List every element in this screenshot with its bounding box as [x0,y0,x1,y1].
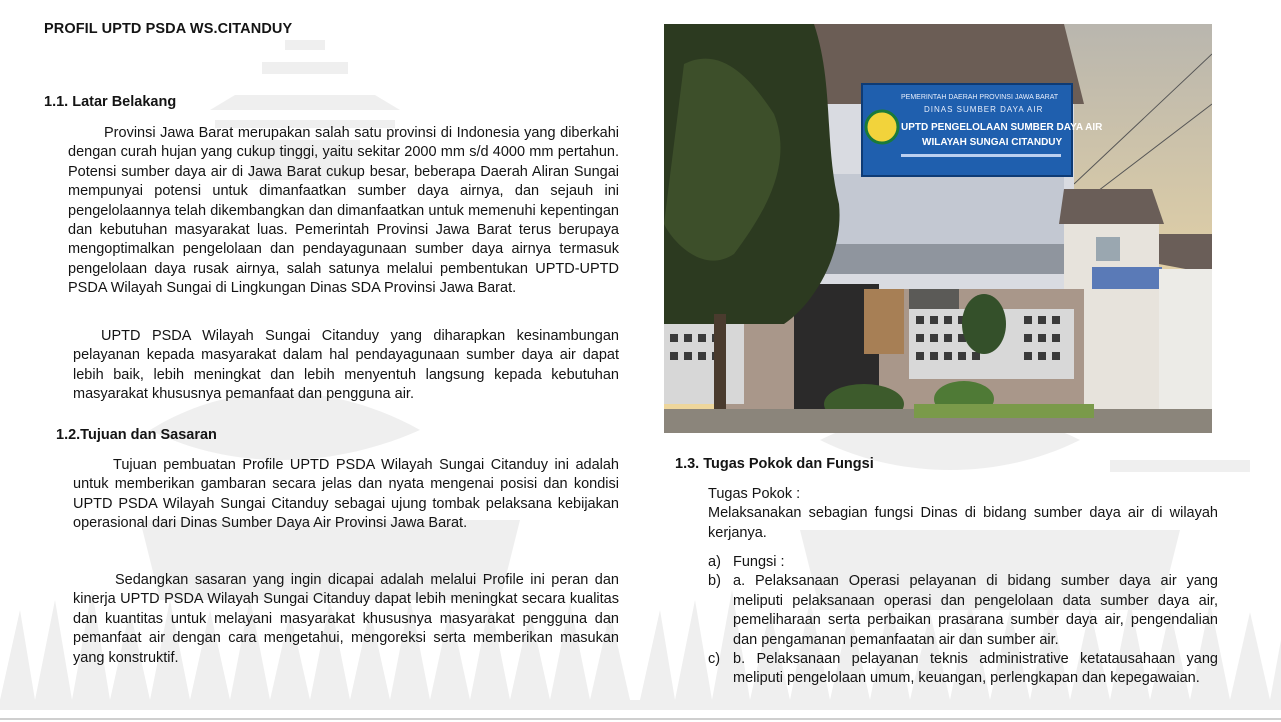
list-marker: b) [708,573,721,590]
sign-line-2: DINAS SUMBER DAYA AIR [924,105,1044,114]
tugas-pokok-label: Tugas Pokok : [708,486,801,502]
tugas-pokok-description: Melaksanakan sebagian fungsi Dinas di bidang sumber daya air di wilayah kerjanya. [708,505,1218,541]
list-item-text: b. Pelaksanaan pelayanan teknis administrative ketatausahaan yang meliputi pengelolaan umum, keuangan, perlengkapan dan kepegawaian. [733,651,1218,687]
west-java-emblem-icon [866,111,898,143]
bottom-divider [0,718,1281,720]
sign-line-3: UPTD PENGELOLAAN SUMBER DAYA AIR [901,122,1103,133]
section-heading-latar-belakang: 1.1. Latar Belakang [44,94,177,110]
list-marker: a) [708,554,721,570]
latar-belakang-paragraph-1: Provinsi Jawa Barat merupakan salah satu provinsi di Indonesia yang diberkahi dengan curah hujan yang cukup tinggi, yaitu sekitar 2000 mm s/d 4000 mm pertahun. Potensi sumber daya air di Jawa Barat cukup besar, beberapa Daerah Aliran Sungai mempunyai potensi untuk dimanfaatkan sumber daya airnya, dan sejauh ini pengelolaannya telah dikembangkan dan dimanfaatkan untuk memenuhi kepentingan dan kebutuhan masyarakat luas. Pemerintah Provinsi Jawa Barat terus berupaya mengoptimalkan pengelolaan dan pendayagunaan sumber daya airnya termasuk pengelolaan daya rusak airnya, salah satunya melalui pembentukan UPTD-UPTD PSDA Wilayah Sungai di Lingkungan Dinas SDA Provinsi Jawa Barat. [68,125,619,297]
section-heading-tujuan-sasaran: 1.2.Tujuan dan Sasaran [56,427,217,443]
list-item [708,572,1218,650]
sasaran-paragraph: Sedangkan sasaran yang ingin dicapai adalah melalui Profile ini peran dan kinerja UPTD PSDA Wilayah Sungai Citanduy dapat lebih meningkat secara kualitas dan kuantitas untuk melayani masyarakat khususnya masyarakat pengguna dan pemanfaat air dengan cara mengetahui, mengoreksi serta memberikan masukan yang konstruktif. [73,572,619,666]
page-title: PROFIL UPTD PSDA WS.CITANDUY [44,21,293,37]
list-marker: c) [708,651,721,668]
sign-line-4: WILAYAH SUNGAI CITANDUY [922,137,1063,148]
list-item [708,650,1218,689]
section-heading-tugas-pokok-fungsi: 1.3. Tugas Pokok dan Fungsi [675,456,874,472]
list-item-text: a. Pelaksanaan Operasi pelayanan di bidang sumber daya air yang meliputi pelaksanaan operasi dan pengelolaan data sumber daya air, pemeliharaan serta perbaikan prasarana sumber daya air, pengendalian dan pengamanan pemanfaatan air dan sumber air. [733,573,1218,648]
tugas-pokok-block [708,485,1218,543]
list-item-text: Fungsi : [733,554,785,570]
sign-line-1: PEMERINTAH DAERAH PROVINSI JAWA BARAT [901,94,1059,101]
latar-belakang-paragraph-2: UPTD PSDA Wilayah Sungai Citanduy yang diharapkan kesinambungan pelayanan kepada masyarakat dalam hal pendayagunaan sumber daya air dapat lebih baik, lebih meningkat dan lebih menyentuh langsung kepada kebutuhan masyarakat khususnya pemanfaat dan pengguna air. [73,328,619,403]
list-item [708,553,1218,572]
fungsi-list [708,553,1218,689]
office-building-photo [664,24,1212,433]
tujuan-paragraph: Tujuan pembuatan Profile UPTD PSDA Wilayah Sungai Citanduy ini adalah untuk memberikan gambaran secara jelas dan nyata mengenai posisi dan kondisi UPTD PSDA Wilayah Sungai Citanduy sebagai ujung tombak pelaksana kebijakan operasional dari Dinas Sumber Daya Air Provinsi Jawa Barat. [73,457,619,532]
